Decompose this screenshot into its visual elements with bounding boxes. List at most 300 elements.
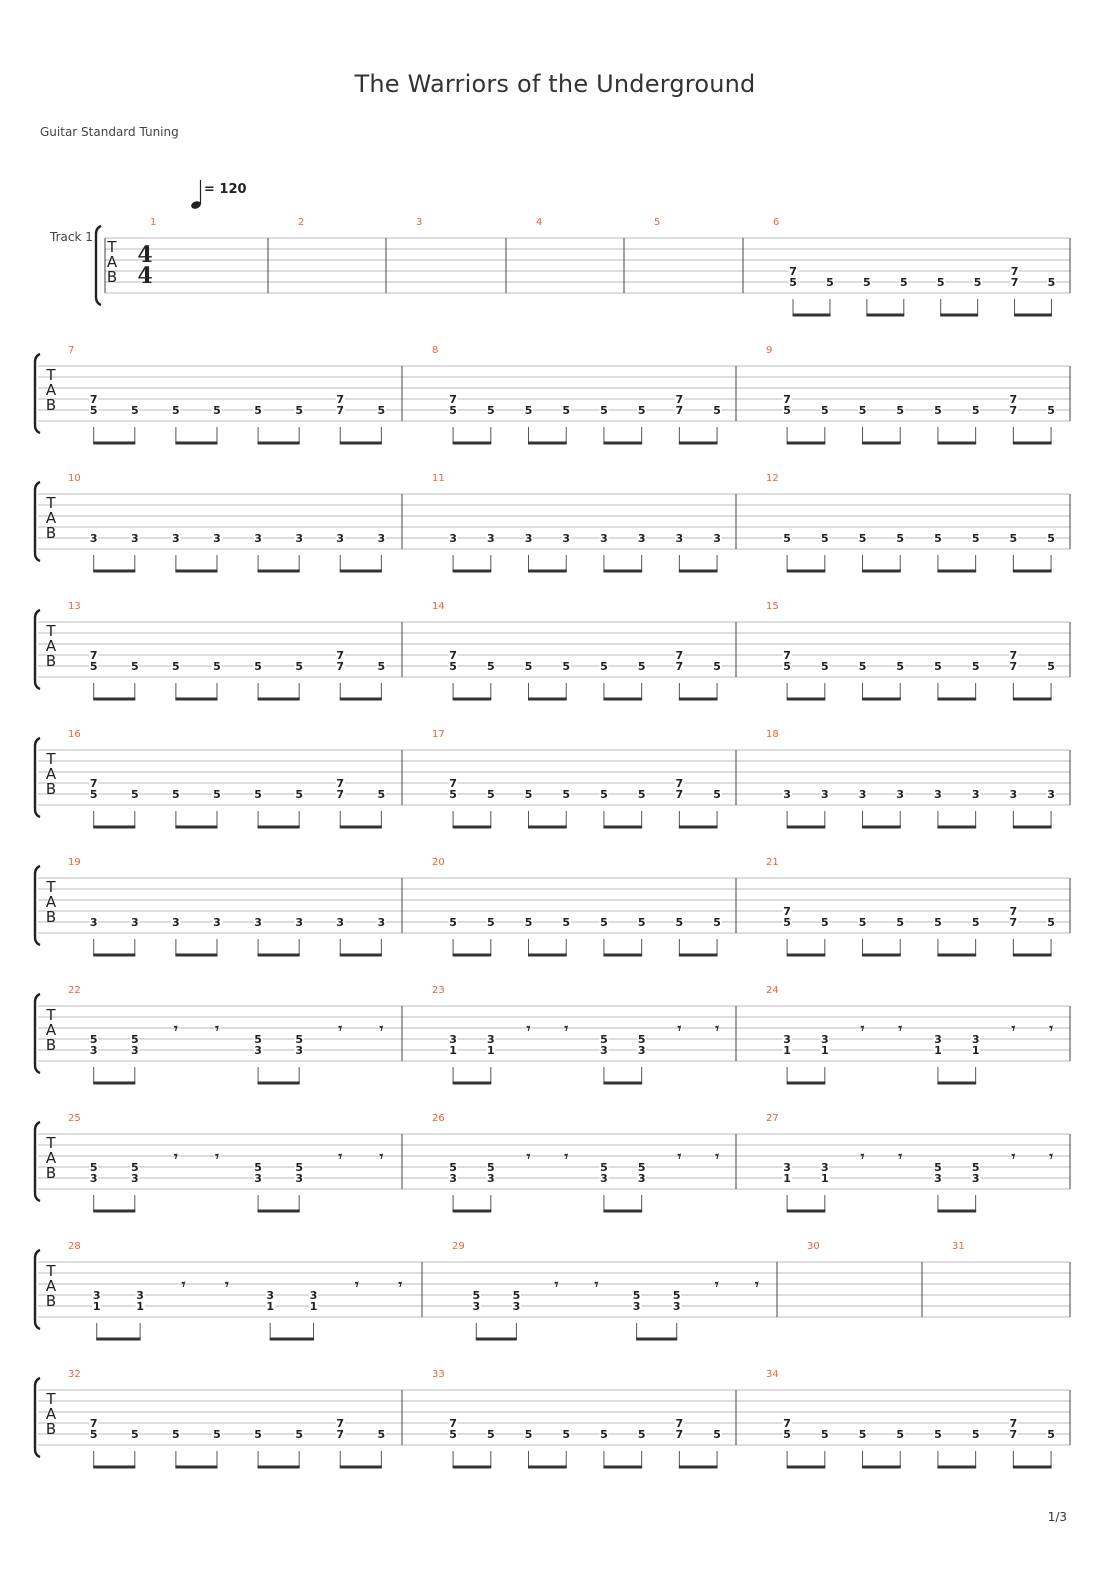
fret-number: 5	[562, 1428, 571, 1441]
fret-number: 5	[713, 660, 721, 673]
fret-number: 5	[254, 788, 262, 801]
fret-number: 5	[562, 404, 571, 417]
fret-number: 7	[1009, 393, 1018, 406]
fret-number: 3	[130, 1044, 139, 1057]
measure-number: 30	[807, 1241, 820, 1252]
fret-number: 3	[213, 916, 221, 929]
fret-number: 7	[336, 649, 345, 662]
eighth-rest-icon: 𝄾	[898, 1021, 903, 1037]
fret-number: 5	[213, 660, 221, 673]
eighth-rest-icon: 𝄾	[379, 1021, 384, 1037]
fret-number: 3	[449, 532, 457, 545]
fret-number: 3	[377, 916, 386, 929]
tab-clef-letter: T	[46, 1134, 56, 1152]
tab-clef-letter: B	[106, 268, 118, 286]
song-title: The Warriors of the Underground	[354, 70, 756, 98]
fret-number: 3	[486, 1172, 495, 1185]
fret-number: 5	[973, 276, 982, 289]
measure-number: 10	[68, 473, 81, 484]
fret-number: 3	[934, 1033, 942, 1046]
fret-number: 1	[309, 1300, 318, 1313]
measure-number: 34	[766, 1369, 779, 1380]
fret-number: 7	[89, 393, 98, 406]
fret-number: 3	[486, 1033, 495, 1046]
fret-number: 3	[820, 1161, 829, 1174]
fret-number: 7	[783, 649, 791, 662]
fret-number: 3	[971, 1033, 980, 1046]
fret-number: 5	[632, 1289, 641, 1302]
fret-number: 5	[254, 404, 262, 417]
fret-number: 5	[934, 404, 942, 417]
fret-number: 5	[934, 1428, 942, 1441]
fret-number: 3	[309, 1289, 318, 1302]
fret-number: 7	[336, 777, 345, 790]
fret-number: 1	[486, 1044, 495, 1057]
fret-number: 5	[377, 788, 386, 801]
measure-number: 6	[773, 217, 780, 228]
eighth-rest-icon: 𝄾	[1049, 1149, 1053, 1165]
eighth-rest-icon: 𝄾	[1011, 1021, 1016, 1037]
fret-number: 5	[486, 916, 495, 929]
fret-number: 5	[524, 404, 533, 417]
tempo-value: = 120	[204, 182, 247, 197]
fret-number: 3	[934, 1172, 942, 1185]
fret-number: 5	[130, 1033, 139, 1046]
measure-number: 31	[952, 1241, 965, 1252]
fret-number: 7	[449, 1417, 457, 1430]
fret-number: 3	[858, 788, 867, 801]
fret-number: 7	[1010, 265, 1019, 278]
fret-number: 5	[1047, 404, 1055, 417]
eighth-rest-icon: 𝄾	[379, 1149, 384, 1165]
fret-number: 5	[213, 1428, 221, 1441]
fret-number: 5	[295, 404, 303, 417]
fret-number: 5	[524, 660, 533, 673]
fret-number: 3	[472, 1300, 481, 1313]
fret-number: 3	[92, 1289, 101, 1302]
fret-number: 7	[1009, 404, 1018, 417]
measure-number: 25	[68, 1113, 81, 1124]
fret-number: 7	[336, 660, 345, 673]
tab-clef-letter: B	[45, 1420, 57, 1438]
fret-number: 5	[672, 1289, 681, 1302]
fret-number: 3	[254, 1172, 262, 1185]
fret-number: 3	[675, 532, 684, 545]
eighth-rest-icon: 𝄾	[526, 1021, 531, 1037]
fret-number: 5	[472, 1289, 481, 1302]
fret-number: 5	[562, 788, 571, 801]
fret-number: 5	[524, 916, 533, 929]
fret-number: 5	[486, 660, 495, 673]
measure-number: 5	[654, 217, 661, 228]
fret-number: 5	[713, 916, 721, 929]
fret-number: 3	[672, 1300, 681, 1313]
fret-number: 5	[130, 788, 139, 801]
fret-number: 7	[675, 777, 684, 790]
eighth-rest-icon: 𝄾	[715, 1149, 719, 1165]
fret-number: 7	[449, 649, 457, 662]
time-signature-denominator: 4	[137, 263, 153, 289]
fret-number: 5	[89, 1428, 98, 1441]
time-signature-numerator: 4	[137, 242, 153, 268]
fret-number: 3	[295, 916, 303, 929]
tab-clef-letter: A	[45, 509, 57, 527]
fret-number: 5	[1047, 532, 1055, 545]
fret-number: 5	[600, 1428, 608, 1441]
fret-number: 5	[934, 660, 942, 673]
fret-number: 5	[971, 404, 980, 417]
fret-number: 5	[449, 660, 457, 673]
fret-number: 7	[1009, 916, 1018, 929]
fret-number: 3	[783, 788, 791, 801]
tab-clef-letter: T	[46, 1006, 56, 1024]
tab-clef-letter: T	[46, 1262, 56, 1280]
measure-number: 15	[766, 601, 779, 612]
fret-number: 5	[637, 1428, 646, 1441]
fret-number: 5	[863, 276, 871, 289]
tab-clef-letter: B	[45, 1036, 57, 1054]
eighth-rest-icon: 𝄾	[677, 1149, 682, 1165]
fret-number: 5	[971, 532, 980, 545]
fret-number: 5	[600, 1033, 608, 1046]
fret-number: 3	[295, 1172, 303, 1185]
fret-number: 5	[896, 532, 905, 545]
fret-number: 5	[600, 788, 608, 801]
fret-number: 3	[89, 1172, 98, 1185]
fret-number: 1	[92, 1300, 101, 1313]
fret-number: 3	[971, 788, 980, 801]
fret-number: 3	[336, 532, 345, 545]
fret-number: 3	[783, 1033, 791, 1046]
fret-number: 5	[600, 404, 608, 417]
fret-number: 7	[336, 404, 345, 417]
eighth-rest-icon: 𝄾	[224, 1277, 229, 1293]
fret-number: 1	[136, 1300, 144, 1313]
tab-clef-letter: B	[45, 780, 57, 798]
fret-number: 7	[89, 649, 98, 662]
fret-number: 3	[254, 532, 262, 545]
fret-number: 7	[449, 777, 457, 790]
measure-number: 20	[432, 857, 445, 868]
fret-number: 7	[1009, 1428, 1018, 1441]
page-number: 1/3	[1047, 1510, 1067, 1524]
measure-number: 17	[432, 729, 445, 740]
tab-clef-letter: T	[46, 366, 56, 384]
eighth-rest-icon: 𝄾	[677, 1021, 682, 1037]
fret-number: 7	[675, 788, 684, 801]
fret-number: 5	[637, 916, 646, 929]
eighth-rest-icon: 𝄾	[564, 1021, 569, 1037]
fret-number: 3	[600, 1044, 608, 1057]
fret-number: 3	[820, 1033, 829, 1046]
fret-number: 5	[449, 404, 457, 417]
fret-number: 5	[896, 660, 905, 673]
fret-number: 3	[136, 1289, 144, 1302]
fret-number: 5	[377, 660, 386, 673]
fret-number: 3	[449, 1172, 457, 1185]
fret-number: 3	[524, 532, 533, 545]
fret-number: 5	[858, 1428, 867, 1441]
fret-number: 5	[637, 1033, 646, 1046]
fret-number: 3	[600, 532, 608, 545]
fret-number: 5	[637, 1161, 646, 1174]
fret-number: 5	[524, 788, 533, 801]
fret-number: 3	[820, 788, 829, 801]
fret-number: 5	[971, 1161, 980, 1174]
fret-number: 5	[826, 276, 834, 289]
fret-number: 3	[600, 1172, 608, 1185]
eighth-rest-icon: 𝄾	[215, 1149, 219, 1165]
fret-number: 5	[89, 788, 98, 801]
fret-number: 5	[637, 404, 646, 417]
eighth-rest-icon: 𝄾	[594, 1277, 599, 1293]
tab-clef-letter: A	[45, 1149, 57, 1167]
measure-number: 13	[68, 601, 81, 612]
fret-number: 5	[934, 1161, 942, 1174]
eighth-rest-icon: 𝄾	[181, 1277, 186, 1293]
eighth-rest-icon: 𝄾	[1011, 1149, 1016, 1165]
fret-number: 5	[172, 660, 180, 673]
fret-number: 7	[675, 1428, 684, 1441]
fret-number: 7	[675, 393, 684, 406]
fret-number: 5	[449, 788, 457, 801]
fret-number: 7	[783, 1417, 791, 1430]
fret-number: 3	[377, 532, 386, 545]
fret-number: 3	[254, 1044, 262, 1057]
fret-number: 1	[783, 1172, 791, 1185]
fret-number: 5	[254, 1161, 262, 1174]
fret-number: 5	[89, 404, 98, 417]
fret-number: 3	[89, 532, 98, 545]
measure-number: 28	[68, 1241, 81, 1252]
fret-number: 5	[449, 1161, 457, 1174]
fret-number: 3	[130, 532, 139, 545]
fret-number: 5	[783, 916, 791, 929]
tab-clef-letter: A	[106, 253, 118, 271]
fret-number: 7	[1009, 905, 1018, 918]
fret-number: 5	[130, 660, 139, 673]
tab-clef-letter: A	[45, 1021, 57, 1039]
fret-number: 7	[675, 404, 684, 417]
tab-clef-letter: B	[45, 524, 57, 542]
fret-number: 7	[1009, 660, 1018, 673]
measure-number: 4	[536, 217, 543, 228]
fret-number: 7	[783, 393, 791, 406]
measure-number: 12	[766, 473, 779, 484]
fret-number: 5	[971, 916, 980, 929]
fret-number: 5	[934, 532, 942, 545]
measure-number: 33	[432, 1369, 445, 1380]
fret-number: 5	[971, 1428, 980, 1441]
fret-number: 5	[783, 1428, 791, 1441]
fret-number: 5	[562, 916, 571, 929]
fret-number: 7	[89, 777, 98, 790]
fret-number: 3	[89, 1044, 98, 1057]
fret-number: 3	[512, 1300, 521, 1313]
fret-number: 5	[820, 532, 829, 545]
measure-number: 14	[432, 601, 445, 612]
fret-number: 3	[637, 532, 646, 545]
fret-number: 3	[130, 1172, 139, 1185]
eighth-rest-icon: 𝄾	[714, 1277, 719, 1293]
eighth-rest-icon: 𝄾	[174, 1149, 178, 1165]
tab-clef-letter: A	[45, 381, 57, 399]
fret-number: 5	[820, 660, 829, 673]
eighth-rest-icon: 𝄾	[755, 1277, 759, 1293]
fret-number: 5	[89, 1161, 98, 1174]
fret-number: 5	[783, 532, 791, 545]
fret-number: 7	[675, 1417, 684, 1430]
eighth-rest-icon: 𝄾	[338, 1149, 343, 1165]
fret-number: 3	[713, 532, 721, 545]
measure-number: 27	[766, 1113, 779, 1124]
fret-number: 5	[295, 1161, 303, 1174]
tab-clef-letter: B	[45, 1292, 57, 1310]
eighth-rest-icon: 𝄾	[355, 1277, 359, 1293]
tab-clef-letter: B	[45, 908, 57, 926]
fret-number: 5	[295, 660, 303, 673]
fret-number: 7	[449, 393, 457, 406]
tab-clef-letter: T	[107, 238, 117, 256]
fret-number: 5	[713, 1428, 721, 1441]
measure-number: 1	[150, 217, 157, 228]
fret-number: 5	[789, 276, 797, 289]
eighth-rest-icon: 𝄾	[715, 1021, 719, 1037]
tab-clef-letter: A	[45, 893, 57, 911]
measure-number: 26	[432, 1113, 445, 1124]
tab-clef-letter: T	[46, 750, 56, 768]
fret-number: 3	[934, 788, 942, 801]
eighth-rest-icon: 𝄾	[564, 1149, 569, 1165]
measure-number: 32	[68, 1369, 81, 1380]
fret-number: 3	[89, 916, 98, 929]
fret-number: 5	[254, 1428, 262, 1441]
fret-number: 5	[449, 916, 457, 929]
fret-number: 5	[713, 404, 721, 417]
tuning-label: Guitar Standard Tuning	[40, 125, 179, 139]
eighth-rest-icon: 𝄾	[398, 1277, 403, 1293]
fret-number: 5	[820, 404, 829, 417]
fret-number: 3	[562, 532, 571, 545]
fret-number: 5	[896, 916, 905, 929]
fret-number: 5	[858, 916, 867, 929]
fret-number: 3	[449, 1033, 457, 1046]
fret-number: 5	[295, 1033, 303, 1046]
measure-number: 22	[68, 985, 81, 996]
eighth-rest-icon: 𝄾	[554, 1277, 559, 1293]
fret-number: 7	[336, 393, 345, 406]
fret-number: 3	[266, 1289, 274, 1302]
fret-number: 5	[89, 660, 98, 673]
fret-number: 1	[449, 1044, 457, 1057]
eighth-rest-icon: 𝄾	[215, 1021, 219, 1037]
fret-number: 5	[377, 404, 386, 417]
measure-number: 2	[298, 217, 305, 228]
measure-number: 18	[766, 729, 779, 740]
fret-number: 7	[675, 660, 684, 673]
fret-number: 5	[512, 1289, 521, 1302]
fret-number: 5	[896, 1428, 905, 1441]
fret-number: 5	[637, 660, 646, 673]
fret-number: 5	[675, 916, 684, 929]
fret-number: 5	[486, 1428, 495, 1441]
eighth-rest-icon: 𝄾	[338, 1021, 343, 1037]
fret-number: 3	[971, 1172, 980, 1185]
fret-number: 5	[377, 1428, 386, 1441]
fret-number: 7	[336, 788, 345, 801]
fret-number: 5	[524, 1428, 533, 1441]
tab-clef-letter: B	[45, 652, 57, 670]
fret-number: 1	[266, 1300, 274, 1313]
fret-number: 5	[600, 916, 608, 929]
tab-clef-letter: T	[46, 494, 56, 512]
fret-number: 5	[254, 660, 262, 673]
tab-clef-letter: T	[46, 622, 56, 640]
fret-number: 3	[632, 1300, 641, 1313]
fret-number: 3	[172, 916, 180, 929]
fret-number: 5	[254, 1033, 262, 1046]
fret-number: 3	[1009, 788, 1018, 801]
tab-clef-letter: A	[45, 1277, 57, 1295]
fret-number: 5	[449, 1428, 457, 1441]
fret-number: 5	[1047, 276, 1056, 289]
eighth-rest-icon: 𝄾	[898, 1149, 903, 1165]
fret-number: 5	[858, 404, 867, 417]
fret-number: 5	[783, 404, 791, 417]
fret-number: 7	[675, 649, 684, 662]
fret-number: 5	[936, 276, 945, 289]
fret-number: 3	[130, 916, 139, 929]
eighth-rest-icon: 𝄾	[860, 1149, 865, 1165]
measure-number: 7	[68, 345, 75, 356]
tab-clef-letter: B	[45, 1164, 57, 1182]
fret-number: 5	[89, 1033, 98, 1046]
measure-number: 16	[68, 729, 81, 740]
measure-number: 29	[452, 1241, 465, 1252]
fret-number: 3	[295, 532, 303, 545]
eighth-rest-icon: 𝄾	[526, 1149, 531, 1165]
measure-number: 9	[766, 345, 773, 356]
fret-number: 5	[1047, 660, 1055, 673]
fret-number: 5	[295, 788, 303, 801]
fret-number: 5	[971, 660, 980, 673]
fret-number: 5	[130, 404, 139, 417]
fret-number: 3	[172, 532, 180, 545]
fret-number: 5	[820, 1428, 829, 1441]
fret-number: 3	[783, 1161, 791, 1174]
fret-number: 7	[1009, 649, 1018, 662]
fret-number: 5	[896, 404, 905, 417]
measure-number: 3	[416, 217, 423, 228]
fret-number: 5	[130, 1161, 139, 1174]
eighth-rest-icon: 𝄾	[1049, 1021, 1053, 1037]
fret-number: 1	[971, 1044, 980, 1057]
fret-number: 5	[783, 660, 791, 673]
tab-clef-letter: A	[45, 637, 57, 655]
fret-number: 3	[637, 1172, 646, 1185]
tab-clef-letter: T	[46, 1390, 56, 1408]
fret-number: 7	[789, 265, 797, 278]
fret-number: 7	[336, 1428, 345, 1441]
fret-number: 1	[783, 1044, 791, 1057]
measure-number: 19	[68, 857, 81, 868]
fret-number: 5	[1009, 532, 1018, 545]
fret-number: 3	[896, 788, 905, 801]
tab-clef-letter: T	[46, 878, 56, 896]
measure-number: 8	[432, 345, 439, 356]
fret-number: 7	[89, 1417, 98, 1430]
fret-number: 5	[486, 404, 495, 417]
